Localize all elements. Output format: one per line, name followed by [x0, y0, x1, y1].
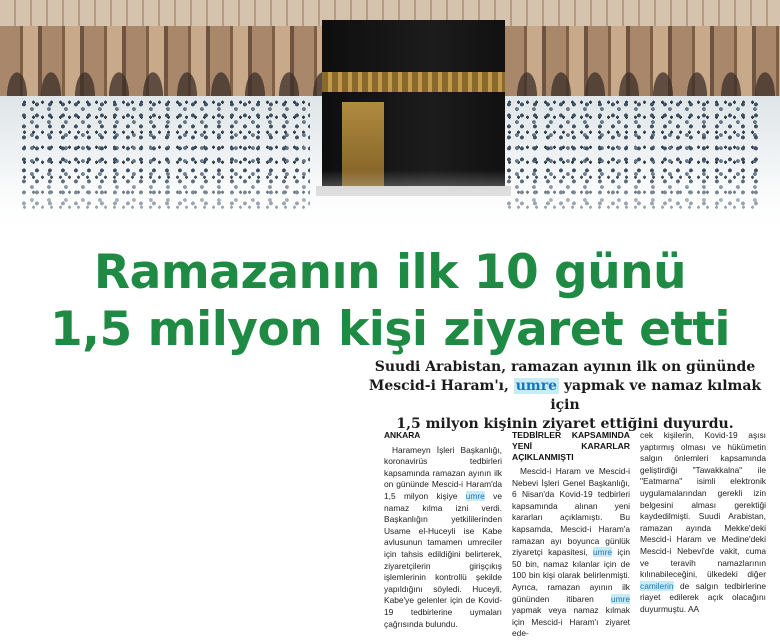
headline-line-2: 1,5 milyon kişi ziyaret etti [49, 302, 730, 357]
paragraph [512, 466, 630, 640]
paragraph-text: de salgın tedbirlerine riayet edilerek açık olacağını duyurmuştu. AA [640, 580, 766, 614]
lead-line-1: Suudi Arabistan, ramazan ayının ilk on gününde [374, 359, 756, 375]
dateline: ANKARA [384, 430, 421, 440]
lead-line-2-pre: Mescid-i Haram'ı, [368, 378, 514, 394]
lead-line-2-post: yapmak ve namaz kılmak için [550, 378, 762, 413]
hero-photo [0, 0, 780, 240]
article-column-3 [640, 430, 766, 616]
paragraph [384, 445, 502, 631]
paragraph-text: Harameyn İşleri Başkanlığı, koronavirüs tedbirleri kapsamında ramazan ayının ilk on gününde Mescid-i Haram'da 1,5 milyon kişiye [384, 444, 502, 501]
headline [0, 244, 780, 358]
paragraph-text: cek kişilerin, Kovid-19 aşısı yaptırmış olması ve hükümetin salgın önlemleri kapsamında geliştirdiği "Tawakkalna" ile "Eatmarna" isimli elektronik uygulamalarından gerekli izin belgesini alması gerektiği kaydedilmişti. Suudi Arabistan, ramazan ayında Mekke'deki Mescid-i Haram ve Medine'deki Mescid-i Nebevi'de vakit, cuma ve teravih namazlarının kılınabileceğini, ülkedeki diğer [640, 430, 766, 580]
paragraph-text: yapmak veya namaz kılmak için Mescid-i Haram'ı ziyaret ede- [512, 605, 630, 639]
paragraph [640, 430, 766, 616]
keyword-link[interactable]: umre [465, 490, 485, 501]
photo-fade [0, 170, 780, 240]
lead-paragraph [360, 358, 770, 434]
lead-line-3: 1,5 milyon kişinin ziyaret ettiğini duyurdu. [396, 416, 734, 432]
keyword-link[interactable]: umre [592, 547, 613, 558]
keyword-link[interactable]: umre [610, 593, 630, 604]
paragraph-text: için 50 bin, namaz kılanlar için de 100 bin kişi olarak belirlenmişti. Ayrıca, ramazan ayının ilk gününden itibaren [512, 547, 630, 604]
kaaba [322, 20, 505, 190]
paragraph-text: ve namaz kılma izni verdi. Başkanlığın yetkililerinden Usame el-Huceyli ise Kabe avlusunun tamamen umreciler için tahsis edildiğini belirterek, ziyaretçilerin girişçıkış işlemlerinin kontrollü şekilde yapıldığını söyledi. Huceyli, Kabe'ye gelenler için de Kovid-19 tedbirlerine uymaları çağrısında bulundu. [384, 490, 502, 629]
paragraph-text: Mescid-i Haram ve Mescid-i Nebevi İşleri Genel Başkanlığı, 6 Nisan'da Kovid-19 tedbirleri kapsamında alınan yeni kararları açıklamıştı. Bu kapsamda, Mescid-i Haram'a ramazan ayı boyunca günlük ziyaretçi kapasitesi, [512, 466, 630, 558]
keyword-link[interactable]: camilerin [640, 580, 674, 591]
subheading: TEDBİRLER KAPSAMINDA YENİ KARARLAR AÇIKLANMIŞTI [512, 430, 630, 462]
lead-keyword-link[interactable]: umre [515, 378, 557, 394]
article-column-1 [384, 430, 502, 630]
article-column-2 [512, 430, 630, 640]
headline-line-1: Ramazanın ilk 10 günü [93, 245, 687, 300]
